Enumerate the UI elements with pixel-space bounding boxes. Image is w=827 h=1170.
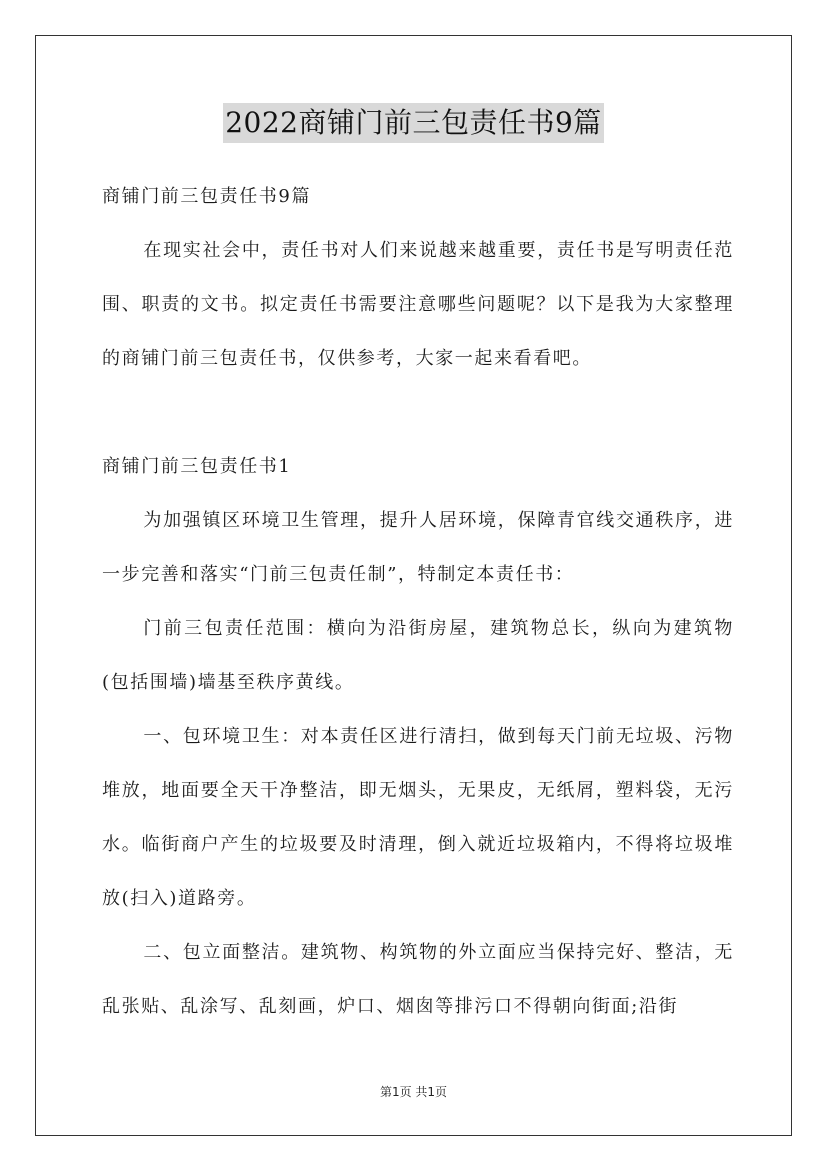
page-number-label: 第1页 共1页 [379, 1085, 448, 1099]
section-heading-1: 商铺门前三包责任书1 [102, 456, 292, 477]
title-container [0, 103, 827, 143]
document-subtitle: 商铺门前三包责任书9篇 [102, 186, 312, 207]
document-body [102, 170, 734, 1034]
body-paragraph: 门前三包责任范围：横向为沿街房屋，建筑物总长，纵向为建筑物(包括围墙)墙基至秩序黄线。 [102, 618, 734, 693]
intro-paragraph: 在现实社会中，责任书对人们来说越来越重要，责任书是写明责任范围、职责的文书。拟定责任书需要注意哪些问题呢？以下是我为大家整理的商铺门前三包责任书，仅供参考，大家一起来看看吧。 [102, 240, 734, 369]
body-paragraph: 一、包环境卫生：对本责任区进行清扫，做到每天门前无垃圾、污物堆放，地面要全天干净整洁，即无烟头，无果皮，无纸屑，塑料袋，无污水。临街商户产生的垃圾要及时清理，倒入就近垃圾箱内，不得将垃圾堆放(扫入)道路旁。 [102, 726, 734, 909]
document-title: 2022商铺门前三包责任书9篇 [223, 103, 604, 143]
section-spacer [102, 386, 734, 440]
body-paragraph: 为加强镇区环境卫生管理，提升人居环境，保障青官线交通秩序，进一步完善和落实“门前三包责任制”，特制定本责任书： [102, 510, 734, 585]
page-footer [0, 1083, 827, 1100]
body-paragraph: 二、包立面整洁。建筑物、构筑物的外立面应当保持完好、整洁，无乱张贴、乱涂写、乱刻画，炉口、烟囱等排污口不得朝向街面;沿街 [102, 942, 734, 1017]
